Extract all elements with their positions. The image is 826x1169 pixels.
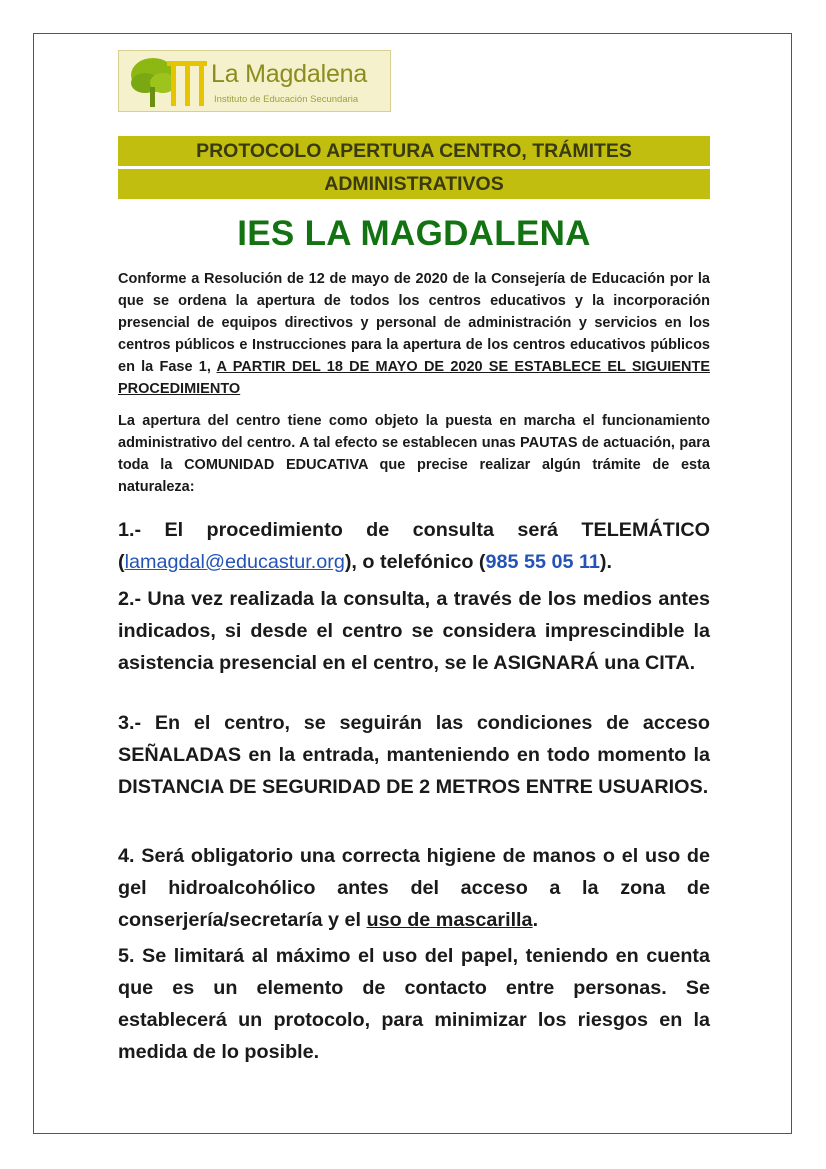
phone-number: 985 55 05 11 bbox=[485, 551, 600, 573]
intro-underlined: A PARTIR DEL 18 DE MAYO DE 2020 SE ESTABLECE EL SIGUIENTE PROCEDIMIENTO bbox=[118, 359, 710, 397]
email-link[interactable]: lamagdal@educastur.org bbox=[124, 551, 345, 573]
logo-name: La Magdalena bbox=[211, 60, 368, 88]
intro-text: Conforme a Resolución de 12 de mayo de 2020 de la Consejería de Educación por la que se ordena la apertura de todos los centros educativos y la incorporación presencial de equipos directivos y personal de administración y servicios en los centros públicos e Instrucciones para la apertura de los centros educativos públicos en la Fase 1, bbox=[118, 271, 710, 375]
purpose-paragraph: La apertura del centro tiene como objeto la puesta en marcha el funcionamiento administrativo del centro. A tal efecto se establecen unas PAUTAS de actuación, para toda la COMUNIDAD EDUCATIVA que precise realizar algún trámite de esta naturaleza: bbox=[118, 413, 710, 495]
step-1-text-after: ). bbox=[599, 551, 613, 573]
step-5: 5. Se limitará al máximo el uso del papel, teniendo en cuenta que es un elemento de contacto entre personas. Se establecerá un protocolo, para minimizar los riesgos en la medida de lo posible. bbox=[118, 945, 710, 1063]
protocol-banner-line-1: PROTOCOLO APERTURA CENTRO, TRÁMITES bbox=[118, 136, 710, 166]
step-1-text-middle: ), o telefónico ( bbox=[344, 551, 486, 573]
tree-arch-icon bbox=[123, 53, 209, 111]
step-4 bbox=[118, 840, 710, 936]
step-1-text-before: 1.- El procedimiento de consulta será TELEMÁTICO ( bbox=[118, 519, 710, 573]
page-title: IES LA MAGDALENA bbox=[237, 214, 591, 253]
step-3: 3.- En el centro, se seguirán las condiciones de acceso SEÑALADAS en la entrada, manteniendo en todo momento la DISTANCIA DE SEGURIDAD DE 2 METROS ENTRE USUARIOS. bbox=[118, 712, 710, 798]
intro-paragraph bbox=[118, 268, 710, 400]
step-1 bbox=[118, 514, 710, 578]
logo-subtitle: Instituto de Educación Secundaria bbox=[214, 94, 359, 105]
step-4-underlined: uso de mascarilla bbox=[366, 909, 533, 931]
step-2: 2.- Una vez realizada la consulta, a través de los medios antes indicados, si desde el centro se considera imprescindible la asistencia presencial en el centro, se le ASIGNARÁ una CITA. bbox=[118, 588, 710, 674]
step-4-text-after: . bbox=[532, 909, 539, 931]
step-4-text-before: 4. Será obligatorio una correcta higiene de manos o el uso de gel hidroalcohólico antes del acceso a la zona de conserjería/secretaría y el bbox=[118, 845, 710, 931]
school-logo bbox=[118, 50, 391, 112]
protocol-banner-line-2: ADMINISTRATIVOS bbox=[118, 169, 710, 199]
